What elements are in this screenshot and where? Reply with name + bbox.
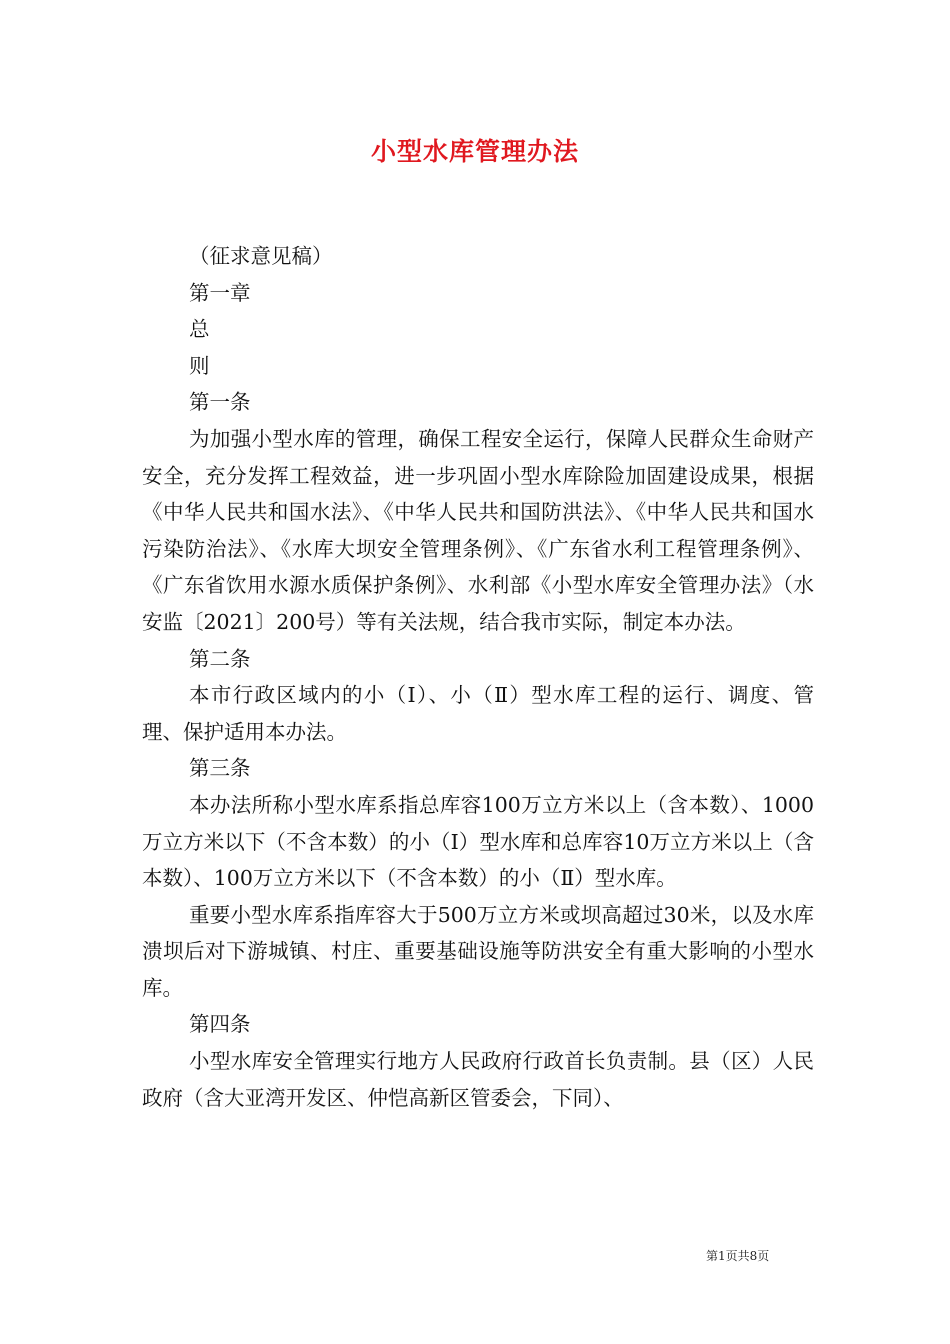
article-heading-2: 第二条 <box>189 646 251 671</box>
article-heading-3: 第三条 <box>189 756 251 781</box>
document-title: 小型水库管理办法 <box>370 137 579 166</box>
chapter-name-part2: 则 <box>189 353 210 378</box>
article-text-3: 本办法所称小型水库系指总库容100万立方米以上（含本数）、1000万立方米以下（不含本数）的小（Ⅰ）型水库和总库容10万立方米以上（含本数）、100万立方米以下（不含本数）的小（Ⅱ）型水库。 <box>142 792 814 891</box>
draft-note: （征求意见稿） <box>189 244 333 268</box>
chapter-name-part1: 总 <box>189 317 210 342</box>
document-body <box>142 238 814 1116</box>
article-heading-1: 第一条 <box>189 390 251 415</box>
article-text-4: 小型水库安全管理实行地方人民政府行政首长负责制。县（区）人民政府（含大亚湾开发区、仲恺高新区管委会，下同）、 <box>142 1049 814 1110</box>
chapter-heading: 第一章 <box>189 280 251 305</box>
article-text-2: 本市行政区域内的小（Ⅰ）、小（Ⅱ）型水库工程的运行、调度、管理、保护适用本办法。 <box>142 683 814 744</box>
page-number-footer: 第1页共8页 <box>706 1249 770 1263</box>
article-text-1: 为加强小型水库的管理，确保工程安全运行，保障人民群众生命财产安全，充分发挥工程效益，进一步巩固小型水库除险加固建设成果，根据《中华人民共和国水法》、《中华人民共和国防洪法》、《中华人民共和国水污染防治法》、《水库大坝安全管理条例》、《广东省水利工程管理条例》、《广东省饮用水源水质保护条例》、水利部《小型水库安全管理办法》（水安监〔2021〕200号）等有关法规，结合我市实际，制定本办法。 <box>142 426 814 634</box>
article-heading-4: 第四条 <box>189 1012 251 1037</box>
article-text-3b: 重要小型水库系指库容大于500万立方米或坝高超过30米，以及水库溃坝后对下游城镇、村庄、重要基础设施等防洪安全有重大影响的小型水库。 <box>142 902 814 1000</box>
